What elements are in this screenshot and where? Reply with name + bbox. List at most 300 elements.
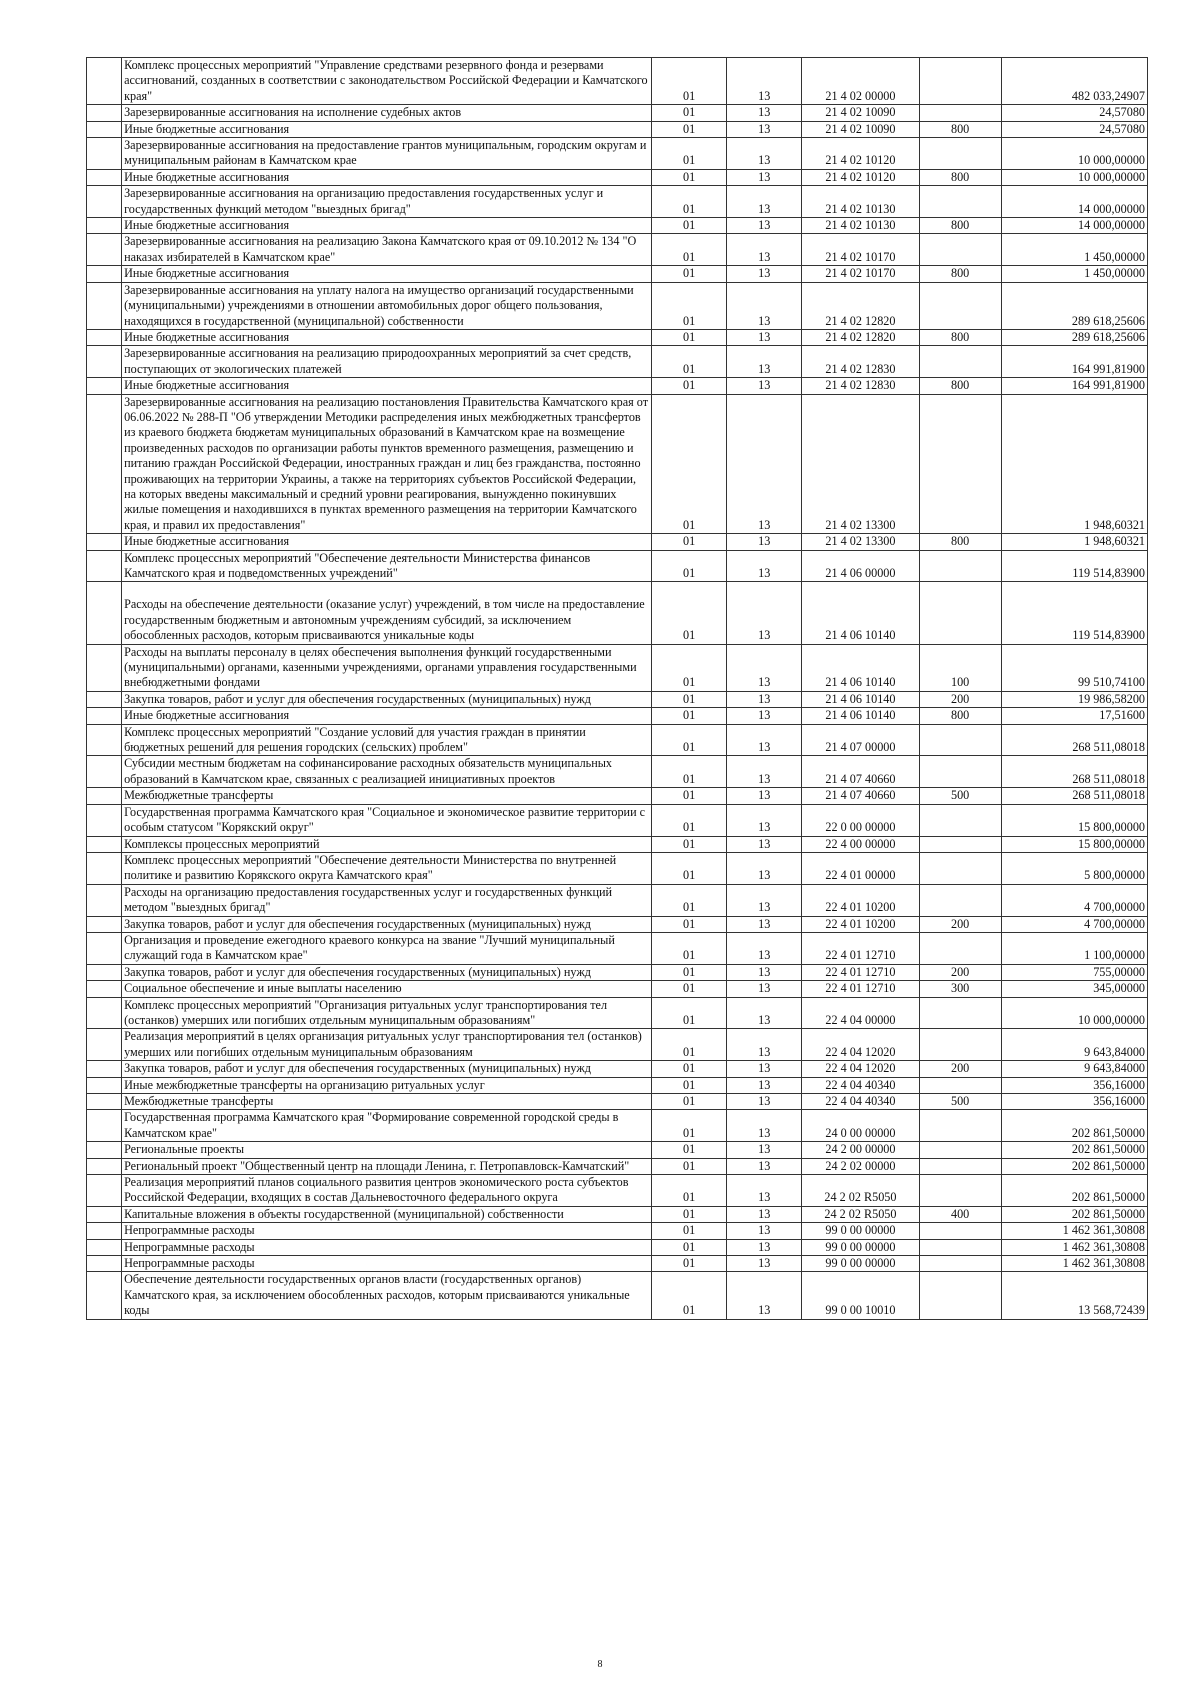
row-subsection-cell: 13 bbox=[727, 346, 802, 378]
row-spacer-cell bbox=[87, 981, 122, 997]
row-target-code-cell: 22 4 01 12710 bbox=[802, 981, 919, 997]
row-amount-cell: 356,16000 bbox=[1001, 1077, 1147, 1093]
row-section-cell: 01 bbox=[652, 234, 727, 266]
table-row bbox=[87, 138, 1148, 170]
row-target-code-cell: 21 4 07 40660 bbox=[802, 788, 919, 804]
row-section-cell: 01 bbox=[652, 852, 727, 884]
table-row bbox=[87, 1094, 1148, 1110]
row-section-cell: 01 bbox=[652, 582, 727, 644]
row-subsection-cell: 13 bbox=[727, 788, 802, 804]
row-target-code-cell: 21 4 02 00000 bbox=[802, 58, 919, 105]
table-row bbox=[87, 884, 1148, 916]
row-name-cell: Расходы на организацию предоставления государственных услуг и государственных функций методом "выездных бригад" bbox=[122, 884, 652, 916]
row-section-cell: 01 bbox=[652, 266, 727, 282]
table-row bbox=[87, 644, 1148, 691]
row-subsection-cell: 13 bbox=[727, 534, 802, 550]
row-spacer-cell bbox=[87, 550, 122, 582]
table-row bbox=[87, 1239, 1148, 1255]
table-row bbox=[87, 105, 1148, 121]
row-spacer-cell bbox=[87, 964, 122, 980]
row-subsection-cell: 13 bbox=[727, 329, 802, 345]
table-row bbox=[87, 1029, 1148, 1061]
row-spacer-cell bbox=[87, 1061, 122, 1077]
row-expense-type-cell bbox=[919, 282, 1001, 329]
row-subsection-cell: 13 bbox=[727, 186, 802, 218]
row-amount-cell: 1 462 361,30808 bbox=[1001, 1239, 1147, 1255]
row-section-cell: 01 bbox=[652, 58, 727, 105]
row-target-code-cell: 22 4 01 00000 bbox=[802, 852, 919, 884]
row-subsection-cell: 13 bbox=[727, 964, 802, 980]
row-expense-type-cell bbox=[919, 1256, 1001, 1272]
table-row bbox=[87, 282, 1148, 329]
row-name-cell: Закупка товаров, работ и услуг для обеспечения государственных (муниципальных) нужд bbox=[122, 964, 652, 980]
table-row bbox=[87, 582, 1148, 644]
row-spacer-cell bbox=[87, 836, 122, 852]
row-section-cell: 01 bbox=[652, 1206, 727, 1222]
row-subsection-cell: 13 bbox=[727, 981, 802, 997]
row-name-cell: Иные бюджетные ассигнования bbox=[122, 378, 652, 394]
row-amount-cell: 356,16000 bbox=[1001, 1094, 1147, 1110]
row-subsection-cell: 13 bbox=[727, 997, 802, 1029]
row-name-cell: Непрограммные расходы bbox=[122, 1239, 652, 1255]
table-row bbox=[87, 836, 1148, 852]
row-name-cell: Расходы на обеспечение деятельности (оказание услуг) учреждений, в том числе на предоставление государственным бюджетным и автономным учреждениям субсидий, за исключением обособленных расходов, которым присваиваются уникальные коды bbox=[122, 582, 652, 644]
row-expense-type-cell: 200 bbox=[919, 1061, 1001, 1077]
table-row bbox=[87, 1223, 1148, 1239]
table-row bbox=[87, 1110, 1148, 1142]
row-name-cell: Иные бюджетные ассигнования bbox=[122, 329, 652, 345]
row-target-code-cell: 22 4 01 12710 bbox=[802, 932, 919, 964]
row-section-cell: 01 bbox=[652, 691, 727, 707]
row-target-code-cell: 24 2 00 00000 bbox=[802, 1142, 919, 1158]
row-spacer-cell bbox=[87, 234, 122, 266]
row-target-code-cell: 21 4 06 10140 bbox=[802, 644, 919, 691]
row-spacer-cell bbox=[87, 1256, 122, 1272]
row-spacer-cell bbox=[87, 218, 122, 234]
row-expense-type-cell bbox=[919, 1272, 1001, 1319]
row-amount-cell: 99 510,74100 bbox=[1001, 644, 1147, 691]
row-amount-cell: 1 462 361,30808 bbox=[1001, 1223, 1147, 1239]
row-target-code-cell: 21 4 02 10130 bbox=[802, 218, 919, 234]
table-row bbox=[87, 964, 1148, 980]
table-row bbox=[87, 550, 1148, 582]
table-row bbox=[87, 378, 1148, 394]
row-spacer-cell bbox=[87, 1094, 122, 1110]
budget-table bbox=[86, 57, 1148, 1320]
row-spacer-cell bbox=[87, 788, 122, 804]
row-name-cell: Комплекс процессных мероприятий "Управление средствами резервного фонда и резервами ассигнований, созданных в соответствии с законодательством Российской Федерации и Камчатского края" bbox=[122, 58, 652, 105]
row-target-code-cell: 21 4 02 12820 bbox=[802, 282, 919, 329]
row-section-cell: 01 bbox=[652, 346, 727, 378]
row-expense-type-cell: 300 bbox=[919, 981, 1001, 997]
row-amount-cell: 202 861,50000 bbox=[1001, 1110, 1147, 1142]
row-subsection-cell: 13 bbox=[727, 138, 802, 170]
row-expense-type-cell: 200 bbox=[919, 916, 1001, 932]
row-name-cell: Иные межбюджетные трансферты на организацию ритуальных услуг bbox=[122, 1077, 652, 1093]
row-name-cell: Зарезервированные ассигнования на организацию предоставления государственных услуг и государственных функций методом "выездных бригад" bbox=[122, 186, 652, 218]
row-amount-cell: 268 511,08018 bbox=[1001, 788, 1147, 804]
row-subsection-cell: 13 bbox=[727, 1077, 802, 1093]
row-name-cell: Субсидии местным бюджетам на софинансирование расходных обязательств муниципальных образований в Камчатском крае, связанных с реализацией инициативных проектов bbox=[122, 756, 652, 788]
row-expense-type-cell bbox=[919, 1077, 1001, 1093]
row-subsection-cell: 13 bbox=[727, 1094, 802, 1110]
row-amount-cell: 14 000,00000 bbox=[1001, 218, 1147, 234]
row-name-cell: Региональный проект "Общественный центр на площади Ленина, г. Петропавловск-Камчатский" bbox=[122, 1158, 652, 1174]
row-subsection-cell: 13 bbox=[727, 218, 802, 234]
row-expense-type-cell bbox=[919, 1158, 1001, 1174]
row-name-cell: Иные бюджетные ассигнования bbox=[122, 534, 652, 550]
row-subsection-cell: 13 bbox=[727, 1272, 802, 1319]
row-section-cell: 01 bbox=[652, 282, 727, 329]
row-section-cell: 01 bbox=[652, 550, 727, 582]
row-spacer-cell bbox=[87, 708, 122, 724]
table-row bbox=[87, 724, 1148, 756]
row-target-code-cell: 22 4 04 40340 bbox=[802, 1077, 919, 1093]
table-row bbox=[87, 756, 1148, 788]
row-amount-cell: 755,00000 bbox=[1001, 964, 1147, 980]
row-name-cell: Зарезервированные ассигнования на предоставление грантов муниципальным, городским округам и муниципальным районам в Камчатском крае bbox=[122, 138, 652, 170]
row-spacer-cell bbox=[87, 804, 122, 836]
table-row bbox=[87, 1272, 1148, 1319]
row-name-cell: Непрограммные расходы bbox=[122, 1256, 652, 1272]
row-section-cell: 01 bbox=[652, 932, 727, 964]
row-subsection-cell: 13 bbox=[727, 724, 802, 756]
table-row bbox=[87, 234, 1148, 266]
row-target-code-cell: 21 4 02 13300 bbox=[802, 534, 919, 550]
table-row bbox=[87, 534, 1148, 550]
row-amount-cell: 289 618,25606 bbox=[1001, 282, 1147, 329]
row-name-cell: Закупка товаров, работ и услуг для обеспечения государственных (муниципальных) нужд bbox=[122, 691, 652, 707]
row-name-cell: Комплекс процессных мероприятий "Обеспечение деятельности Министерства финансов Камчатского края и подведомственных учреждений" bbox=[122, 550, 652, 582]
row-name-cell: Организация и проведение ежегодного краевого конкурса на звание "Лучший муниципальный служащий года в Камчатском крае" bbox=[122, 932, 652, 964]
row-section-cell: 01 bbox=[652, 981, 727, 997]
row-name-cell: Иные бюджетные ассигнования bbox=[122, 169, 652, 185]
row-subsection-cell: 13 bbox=[727, 852, 802, 884]
row-section-cell: 01 bbox=[652, 1029, 727, 1061]
row-section-cell: 01 bbox=[652, 804, 727, 836]
row-subsection-cell: 13 bbox=[727, 884, 802, 916]
row-expense-type-cell bbox=[919, 186, 1001, 218]
row-target-code-cell: 21 4 02 10090 bbox=[802, 121, 919, 137]
row-section-cell: 01 bbox=[652, 724, 727, 756]
row-expense-type-cell bbox=[919, 550, 1001, 582]
row-target-code-cell: 22 4 01 10200 bbox=[802, 916, 919, 932]
row-spacer-cell bbox=[87, 121, 122, 137]
row-name-cell: Обеспечение деятельности государственных органов власти (государственных органов) Камчатского края, за исключением обособленных расходов, которым присваиваются уникальные коды bbox=[122, 1272, 652, 1319]
row-subsection-cell: 13 bbox=[727, 756, 802, 788]
row-spacer-cell bbox=[87, 1175, 122, 1207]
row-spacer-cell bbox=[87, 884, 122, 916]
row-section-cell: 01 bbox=[652, 997, 727, 1029]
row-name-cell: Непрограммные расходы bbox=[122, 1223, 652, 1239]
row-expense-type-cell bbox=[919, 1239, 1001, 1255]
table-row bbox=[87, 186, 1148, 218]
row-spacer-cell bbox=[87, 1142, 122, 1158]
row-section-cell: 01 bbox=[652, 1223, 727, 1239]
row-target-code-cell: 21 4 07 00000 bbox=[802, 724, 919, 756]
row-section-cell: 01 bbox=[652, 1061, 727, 1077]
row-spacer-cell bbox=[87, 756, 122, 788]
row-target-code-cell: 21 4 07 40660 bbox=[802, 756, 919, 788]
row-target-code-cell: 21 4 06 10140 bbox=[802, 708, 919, 724]
row-amount-cell: 202 861,50000 bbox=[1001, 1175, 1147, 1207]
table-row bbox=[87, 804, 1148, 836]
row-subsection-cell: 13 bbox=[727, 644, 802, 691]
row-target-code-cell: 21 4 02 10090 bbox=[802, 105, 919, 121]
row-expense-type-cell bbox=[919, 804, 1001, 836]
row-target-code-cell: 22 4 00 00000 bbox=[802, 836, 919, 852]
row-spacer-cell bbox=[87, 169, 122, 185]
row-amount-cell: 10 000,00000 bbox=[1001, 997, 1147, 1029]
table-row bbox=[87, 121, 1148, 137]
row-expense-type-cell bbox=[919, 105, 1001, 121]
row-spacer-cell bbox=[87, 1272, 122, 1319]
row-amount-cell: 1 450,00000 bbox=[1001, 234, 1147, 266]
row-amount-cell: 1 462 361,30808 bbox=[1001, 1256, 1147, 1272]
row-name-cell: Зарезервированные ассигнования на уплату налога на имущество организаций государственными (муниципальными) учреждениями в отношении автомобильных дорог общего пользования, находящихся в государственной (муниципальной) собственности bbox=[122, 282, 652, 329]
row-amount-cell: 15 800,00000 bbox=[1001, 804, 1147, 836]
row-spacer-cell bbox=[87, 1158, 122, 1174]
row-section-cell: 01 bbox=[652, 378, 727, 394]
row-section-cell: 01 bbox=[652, 916, 727, 932]
row-section-cell: 01 bbox=[652, 1110, 727, 1142]
row-amount-cell: 268 511,08018 bbox=[1001, 756, 1147, 788]
row-amount-cell: 119 514,83900 bbox=[1001, 550, 1147, 582]
row-section-cell: 01 bbox=[652, 138, 727, 170]
row-spacer-cell bbox=[87, 534, 122, 550]
row-subsection-cell: 13 bbox=[727, 1158, 802, 1174]
row-subsection-cell: 13 bbox=[727, 266, 802, 282]
row-spacer-cell bbox=[87, 329, 122, 345]
row-expense-type-cell: 800 bbox=[919, 534, 1001, 550]
row-target-code-cell: 22 4 01 10200 bbox=[802, 884, 919, 916]
row-section-cell: 01 bbox=[652, 534, 727, 550]
row-amount-cell: 13 568,72439 bbox=[1001, 1272, 1147, 1319]
row-subsection-cell: 13 bbox=[727, 836, 802, 852]
row-target-code-cell: 24 2 02 R5050 bbox=[802, 1175, 919, 1207]
row-spacer-cell bbox=[87, 138, 122, 170]
row-target-code-cell: 24 2 02 R5050 bbox=[802, 1206, 919, 1222]
table-row bbox=[87, 169, 1148, 185]
row-spacer-cell bbox=[87, 932, 122, 964]
row-subsection-cell: 13 bbox=[727, 234, 802, 266]
row-amount-cell: 10 000,00000 bbox=[1001, 138, 1147, 170]
row-target-code-cell: 21 4 02 10120 bbox=[802, 169, 919, 185]
row-amount-cell: 5 800,00000 bbox=[1001, 852, 1147, 884]
row-target-code-cell: 22 4 04 00000 bbox=[802, 997, 919, 1029]
row-subsection-cell: 13 bbox=[727, 1175, 802, 1207]
row-expense-type-cell: 800 bbox=[919, 708, 1001, 724]
row-target-code-cell: 22 4 04 12020 bbox=[802, 1061, 919, 1077]
row-expense-type-cell: 800 bbox=[919, 266, 1001, 282]
table-row bbox=[87, 329, 1148, 345]
row-spacer-cell bbox=[87, 997, 122, 1029]
row-spacer-cell bbox=[87, 1029, 122, 1061]
row-amount-cell: 24,57080 bbox=[1001, 121, 1147, 137]
row-expense-type-cell bbox=[919, 1223, 1001, 1239]
row-amount-cell: 289 618,25606 bbox=[1001, 329, 1147, 345]
row-expense-type-cell bbox=[919, 884, 1001, 916]
budget-table-body bbox=[87, 58, 1148, 1320]
row-amount-cell: 1 450,00000 bbox=[1001, 266, 1147, 282]
row-name-cell: Социальное обеспечение и иные выплаты населению bbox=[122, 981, 652, 997]
table-row bbox=[87, 708, 1148, 724]
row-target-code-cell: 22 0 00 00000 bbox=[802, 804, 919, 836]
row-amount-cell: 9 643,84000 bbox=[1001, 1061, 1147, 1077]
row-name-cell: Комплекс процессных мероприятий "Организация ритуальных услуг транспортирования тел (останков) умерших или погибших отдельным муниципальным образованиям" bbox=[122, 997, 652, 1029]
row-spacer-cell bbox=[87, 378, 122, 394]
row-target-code-cell: 22 4 01 12710 bbox=[802, 964, 919, 980]
table-row bbox=[87, 1256, 1148, 1272]
row-subsection-cell: 13 bbox=[727, 58, 802, 105]
row-expense-type-cell bbox=[919, 756, 1001, 788]
row-name-cell: Иные бюджетные ассигнования bbox=[122, 708, 652, 724]
table-row bbox=[87, 1061, 1148, 1077]
row-target-code-cell: 21 4 02 10120 bbox=[802, 138, 919, 170]
row-section-cell: 01 bbox=[652, 1239, 727, 1255]
row-target-code-cell: 21 4 02 10130 bbox=[802, 186, 919, 218]
row-section-cell: 01 bbox=[652, 1158, 727, 1174]
row-expense-type-cell bbox=[919, 932, 1001, 964]
row-amount-cell: 202 861,50000 bbox=[1001, 1206, 1147, 1222]
row-expense-type-cell bbox=[919, 138, 1001, 170]
table-row bbox=[87, 346, 1148, 378]
row-section-cell: 01 bbox=[652, 218, 727, 234]
row-spacer-cell bbox=[87, 266, 122, 282]
row-target-code-cell: 22 4 04 12020 bbox=[802, 1029, 919, 1061]
row-target-code-cell: 21 4 02 12830 bbox=[802, 378, 919, 394]
table-row bbox=[87, 691, 1148, 707]
row-name-cell: Комплексы процессных мероприятий bbox=[122, 836, 652, 852]
row-amount-cell: 14 000,00000 bbox=[1001, 186, 1147, 218]
page-number: 8 bbox=[597, 1659, 603, 1670]
row-target-code-cell: 99 0 00 00000 bbox=[802, 1223, 919, 1239]
row-amount-cell: 202 861,50000 bbox=[1001, 1142, 1147, 1158]
row-name-cell: Иные бюджетные ассигнования bbox=[122, 266, 652, 282]
row-subsection-cell: 13 bbox=[727, 1110, 802, 1142]
table-row bbox=[87, 932, 1148, 964]
row-target-code-cell: 99 0 00 00000 bbox=[802, 1239, 919, 1255]
row-section-cell: 01 bbox=[652, 788, 727, 804]
row-spacer-cell bbox=[87, 346, 122, 378]
row-expense-type-cell: 800 bbox=[919, 169, 1001, 185]
table-row bbox=[87, 394, 1148, 534]
table-row bbox=[87, 1206, 1148, 1222]
row-expense-type-cell bbox=[919, 1142, 1001, 1158]
row-subsection-cell: 13 bbox=[727, 1029, 802, 1061]
row-expense-type-cell: 500 bbox=[919, 788, 1001, 804]
row-expense-type-cell bbox=[919, 1029, 1001, 1061]
row-subsection-cell: 13 bbox=[727, 804, 802, 836]
row-section-cell: 01 bbox=[652, 186, 727, 218]
row-amount-cell: 17,51600 bbox=[1001, 708, 1147, 724]
row-subsection-cell: 13 bbox=[727, 1206, 802, 1222]
row-expense-type-cell bbox=[919, 346, 1001, 378]
table-row bbox=[87, 58, 1148, 105]
row-name-cell: Межбюджетные трансферты bbox=[122, 1094, 652, 1110]
row-section-cell: 01 bbox=[652, 756, 727, 788]
row-name-cell: Реализация мероприятий в целях организация ритуальных услуг транспортирования тел (останков) умерших или погибших отдельным муниципальным образованиям bbox=[122, 1029, 652, 1061]
row-name-cell: Государственная программа Камчатского края "Формирование современной городской среды в Камчатском крае" bbox=[122, 1110, 652, 1142]
row-section-cell: 01 bbox=[652, 105, 727, 121]
row-target-code-cell: 21 4 02 12820 bbox=[802, 329, 919, 345]
row-name-cell: Капитальные вложения в объекты государственной (муниципальной) собственности bbox=[122, 1206, 652, 1222]
row-name-cell: Зарезервированные ассигнования на реализацию природоохранных мероприятий за счет средств, поступающих от экологических платежей bbox=[122, 346, 652, 378]
row-name-cell: Иные бюджетные ассигнования bbox=[122, 121, 652, 137]
table-row bbox=[87, 981, 1148, 997]
row-subsection-cell: 13 bbox=[727, 394, 802, 534]
row-spacer-cell bbox=[87, 1223, 122, 1239]
row-expense-type-cell: 200 bbox=[919, 964, 1001, 980]
row-section-cell: 01 bbox=[652, 964, 727, 980]
row-subsection-cell: 13 bbox=[727, 105, 802, 121]
row-subsection-cell: 13 bbox=[727, 282, 802, 329]
row-expense-type-cell bbox=[919, 58, 1001, 105]
row-target-code-cell: 21 4 06 10140 bbox=[802, 691, 919, 707]
row-subsection-cell: 13 bbox=[727, 1223, 802, 1239]
row-subsection-cell: 13 bbox=[727, 169, 802, 185]
table-row bbox=[87, 218, 1148, 234]
row-expense-type-cell bbox=[919, 852, 1001, 884]
row-amount-cell: 164 991,81900 bbox=[1001, 378, 1147, 394]
row-subsection-cell: 13 bbox=[727, 708, 802, 724]
row-expense-type-cell bbox=[919, 836, 1001, 852]
row-name-cell: Реализация мероприятий планов социального развития центров экономического роста субъектов Российской Федерации, входящих в состав Дальневосточного федерального округа bbox=[122, 1175, 652, 1207]
row-section-cell: 01 bbox=[652, 708, 727, 724]
row-amount-cell: 24,57080 bbox=[1001, 105, 1147, 121]
row-name-cell: Комплекс процессных мероприятий "Обеспечение деятельности Министерства по внутренней политике и развитию Корякского округа Камчатского края" bbox=[122, 852, 652, 884]
row-spacer-cell bbox=[87, 282, 122, 329]
row-expense-type-cell: 100 bbox=[919, 644, 1001, 691]
row-target-code-cell: 21 4 06 10140 bbox=[802, 582, 919, 644]
row-target-code-cell: 21 4 02 12830 bbox=[802, 346, 919, 378]
row-section-cell: 01 bbox=[652, 836, 727, 852]
row-spacer-cell bbox=[87, 1110, 122, 1142]
row-amount-cell: 1 948,60321 bbox=[1001, 534, 1147, 550]
row-name-cell: Зарезервированные ассигнования на исполнение судебных актов bbox=[122, 105, 652, 121]
row-section-cell: 01 bbox=[652, 1256, 727, 1272]
row-amount-cell: 268 511,08018 bbox=[1001, 724, 1147, 756]
row-name-cell: Межбюджетные трансферты bbox=[122, 788, 652, 804]
row-spacer-cell bbox=[87, 58, 122, 105]
row-spacer-cell bbox=[87, 186, 122, 218]
row-name-cell: Иные бюджетные ассигнования bbox=[122, 218, 652, 234]
row-expense-type-cell bbox=[919, 394, 1001, 534]
row-section-cell: 01 bbox=[652, 1077, 727, 1093]
row-name-cell: Государственная программа Камчатского края "Социальное и экономическое развитие территории с особым статусом "Корякский округ" bbox=[122, 804, 652, 836]
row-name-cell: Закупка товаров, работ и услуг для обеспечения государственных (муниципальных) нужд bbox=[122, 1061, 652, 1077]
row-section-cell: 01 bbox=[652, 1094, 727, 1110]
row-name-cell: Зарезервированные ассигнования на реализацию постановления Правительства Камчатского края от 06.06.2022 № 288-П "Об утверждении Методики распределения иных межбюджетных трансфертов из краевого бюджета бюджетам муниципальных образований в Камчатском крае на возмещение произведенных расходов по организации работы пунктов временного размещения, размещению и питанию граждан Российской Федерации, иностранных граждан и лиц без гражданства, постоянно проживающих на территории Украины, а также на территориях субъектов Российской Федерации, на которых введены максимальный и средний уровни реагирования, вынужденно покинувших жилые помещения и находившихся в пунктах временного размещения на территории Камчатского края, и правил их предоставления" bbox=[122, 394, 652, 534]
table-row bbox=[87, 852, 1148, 884]
row-expense-type-cell: 400 bbox=[919, 1206, 1001, 1222]
row-amount-cell: 482 033,24907 bbox=[1001, 58, 1147, 105]
row-target-code-cell: 99 0 00 00000 bbox=[802, 1256, 919, 1272]
row-section-cell: 01 bbox=[652, 1272, 727, 1319]
table-row bbox=[87, 266, 1148, 282]
row-subsection-cell: 13 bbox=[727, 1256, 802, 1272]
row-amount-cell: 10 000,00000 bbox=[1001, 169, 1147, 185]
row-subsection-cell: 13 bbox=[727, 1061, 802, 1077]
row-name-cell: Зарезервированные ассигнования на реализацию Закона Камчатского края от 09.10.2012 № 134 "О наказах избирателей в Камчатском крае" bbox=[122, 234, 652, 266]
row-section-cell: 01 bbox=[652, 644, 727, 691]
row-spacer-cell bbox=[87, 852, 122, 884]
row-amount-cell: 4 700,00000 bbox=[1001, 916, 1147, 932]
row-expense-type-cell bbox=[919, 1175, 1001, 1207]
row-spacer-cell bbox=[87, 1239, 122, 1255]
row-section-cell: 01 bbox=[652, 884, 727, 916]
row-section-cell: 01 bbox=[652, 329, 727, 345]
